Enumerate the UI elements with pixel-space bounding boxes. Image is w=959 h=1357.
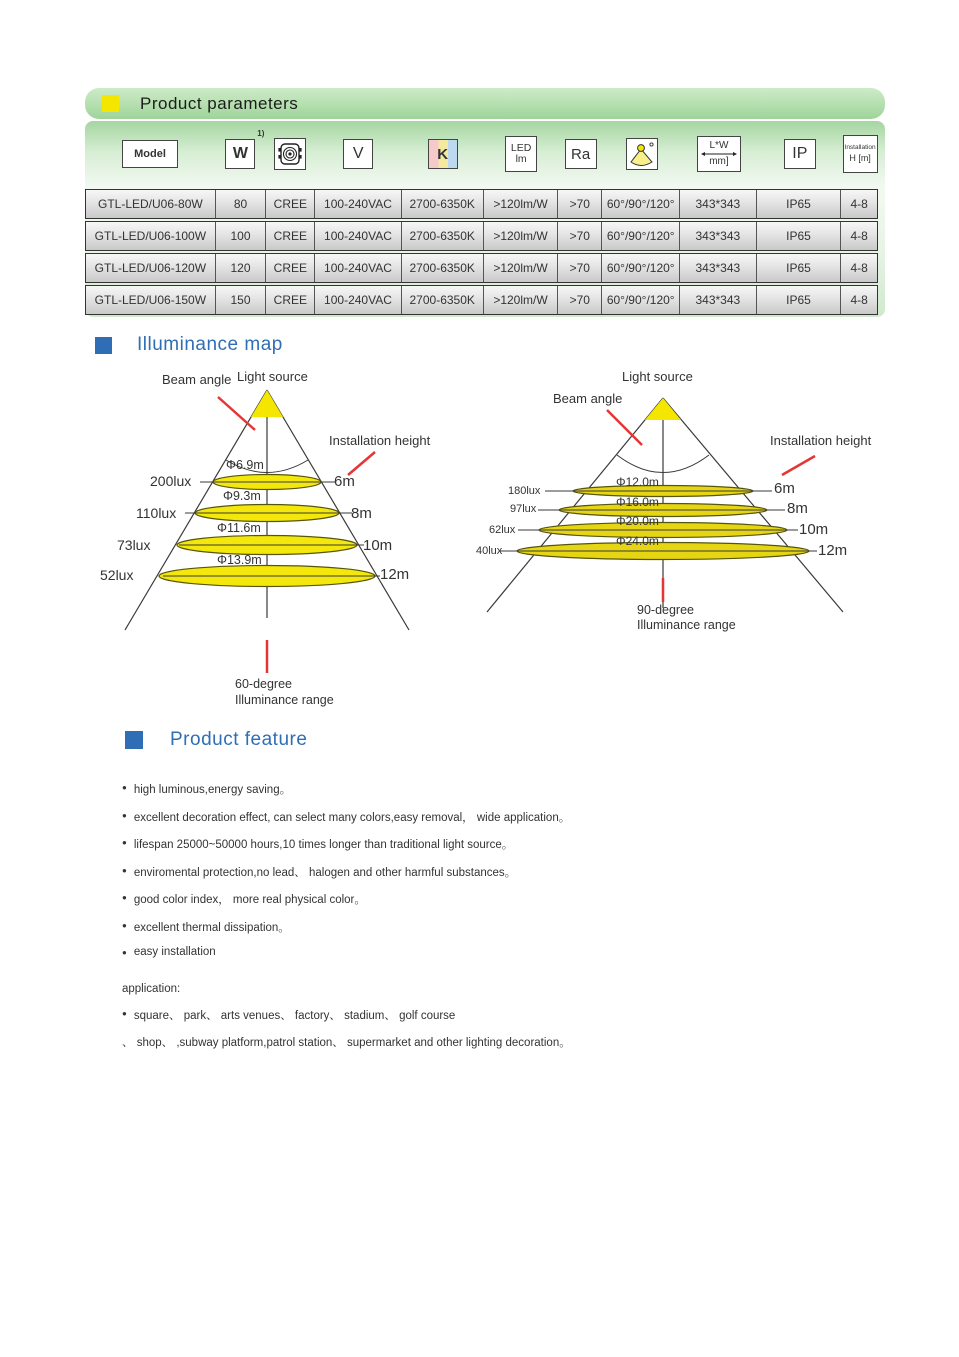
cell-beam: 60°/90°/120°	[602, 254, 680, 282]
diameter-label: Φ11.6m	[217, 521, 261, 535]
installation-label: Installation	[844, 143, 876, 151]
application-text: square、 park、 arts venues、 factory、 stadium、 golf course	[133, 1009, 456, 1022]
range-label-line2: Illuminance range	[637, 618, 736, 632]
feature-text: lifespan 25000~50000 hours,10 times longer than traditional light source。	[133, 839, 514, 851]
cell-cct: 2700-6350K	[402, 190, 484, 218]
lux-label: 180lux	[508, 485, 541, 497]
diameter-label: Φ12.0m	[616, 475, 659, 489]
feature-item	[122, 864, 682, 880]
cell-cct: 2700-6350K	[402, 254, 484, 282]
cell-efficacy: >120lm/W	[484, 190, 558, 218]
lw-label: L*W	[709, 139, 729, 151]
application-continuation	[122, 1034, 742, 1050]
lux-label: 200lux	[150, 473, 192, 489]
cell-size: 343*343	[680, 286, 757, 314]
height-label: 12m	[818, 542, 848, 559]
feature-text: easy installation	[133, 946, 216, 958]
cell-model: GTL-LED/U06-150W	[86, 286, 216, 314]
feature-text: high luminous,energy saving。	[133, 784, 292, 796]
led-chip-icon	[274, 138, 306, 170]
h-m-label: H [m]	[849, 152, 871, 163]
cell-efficacy: >120lm/W	[484, 286, 558, 314]
feature-item	[122, 836, 682, 852]
lux-label: 40lux	[476, 545, 503, 557]
feature-item	[122, 809, 682, 825]
bullet-dot-icon: ●	[122, 865, 127, 875]
table-header-row	[85, 121, 878, 187]
blue-square-bullet	[95, 337, 112, 354]
installation-height-label: Installation height	[770, 433, 872, 448]
cell-cct: 2700-6350K	[402, 286, 484, 314]
mm-label: mm]	[709, 156, 729, 167]
lux-label: 73lux	[117, 537, 151, 553]
height-label: 10m	[363, 537, 393, 554]
section-title-illuminance: Illuminance map	[137, 334, 283, 355]
feature-text: good color index， more real physical color。	[133, 894, 366, 906]
cell-watt: 100	[216, 222, 267, 250]
section-title-feature: Product feature	[170, 729, 308, 750]
beam-angle-label: Beam angle	[553, 391, 623, 406]
cell-volt: 100-240VAC	[315, 254, 401, 282]
header-lw-mm	[697, 136, 741, 172]
height-label: 8m	[787, 500, 808, 517]
illuminance-map-heading	[95, 334, 283, 356]
cell-chip: CREE	[266, 286, 315, 314]
cell-ip: IP65	[757, 222, 842, 250]
range-label-line1: 60-degree	[235, 677, 292, 691]
cell-volt: 100-240VAC	[315, 286, 401, 314]
cell-ra: >70	[558, 222, 602, 250]
diameter-label: Φ9.3m	[223, 489, 261, 503]
beam-angle-label: Beam angle	[162, 372, 232, 387]
beam-angle-icon	[626, 138, 658, 170]
cell-beam: 60°/90°/120°	[602, 222, 680, 250]
product-parameters-bar	[85, 88, 885, 119]
cell-height: 4-8	[850, 197, 868, 211]
cell-watt: 120	[216, 254, 267, 282]
lux-label: 52lux	[100, 567, 134, 583]
cell-ra: >70	[558, 254, 602, 282]
cell-efficacy: >120lm/W	[484, 254, 558, 282]
watt-symbol: W	[232, 145, 248, 162]
cell-ip: IP65	[757, 286, 842, 314]
bullet-dot-icon: ●	[122, 1008, 127, 1018]
cell-chip: CREE	[266, 254, 315, 282]
feature-item	[122, 946, 682, 960]
table-row	[85, 189, 878, 219]
cell-size: 343*343	[680, 254, 757, 282]
bullet-dot-icon: ●	[122, 838, 127, 847]
lux-label: 110lux	[136, 505, 177, 521]
cell-ra: >70	[558, 286, 602, 314]
header-model: Model	[122, 140, 178, 168]
diameter-label: Φ24.0m	[616, 534, 659, 548]
range-label-line1: 90-degree	[637, 603, 694, 617]
cell-cct: 2700-6350K	[402, 222, 484, 250]
height-label: 8m	[351, 505, 372, 522]
cell-chip: CREE	[266, 190, 315, 218]
bullet-dot-icon: ●	[122, 783, 127, 792]
table-row	[85, 221, 878, 251]
table-row	[85, 285, 878, 315]
feature-item	[122, 919, 682, 935]
feature-text: excellent thermal dissipation。	[133, 921, 290, 934]
range-label-line2: Illuminance range	[235, 693, 334, 707]
watt-footnote: 1)	[257, 129, 265, 138]
cell-size: 343*343	[680, 190, 757, 218]
table-row	[85, 253, 878, 283]
application-text: 、 shop、 ,subway platform,patrol station、 supermarket and other lighting decoration。	[122, 1037, 571, 1049]
yellow-square-bullet	[102, 95, 119, 112]
led-label: LED	[510, 141, 532, 154]
section-title-parameters: Product parameters	[140, 93, 299, 113]
light-source-label: Light source	[237, 369, 308, 384]
header-kelvin: K	[428, 139, 458, 169]
header-watt	[225, 129, 265, 169]
cell-height: 4-8	[850, 293, 868, 307]
feature-text: enviromental protection,no lead、 halogen and other harmful substances。	[133, 866, 517, 879]
application-label-text: application:	[122, 983, 181, 995]
cell-volt: 100-240VAC	[315, 222, 401, 250]
feature-item	[122, 781, 682, 797]
header-led-lm	[505, 136, 537, 172]
cell-size: 343*343	[680, 222, 757, 250]
application-block	[122, 983, 742, 1062]
installation-height-label: Installation height	[329, 433, 431, 448]
cell-watt: 150	[216, 286, 267, 314]
cell-volt: 100-240VAC	[315, 190, 401, 218]
cell-model: GTL-LED/U06-120W	[86, 254, 216, 282]
product-feature-heading	[125, 729, 307, 751]
bullet-dot-icon: ●	[122, 810, 127, 820]
application-label	[122, 983, 742, 995]
cell-chip: CREE	[266, 222, 315, 250]
diameter-label: Φ6.9m	[226, 458, 264, 472]
blue-square-bullet	[125, 731, 143, 749]
diameter-label: Φ16.0m	[616, 495, 659, 509]
header-volt: V	[343, 139, 373, 169]
light-source-label: Light source	[622, 369, 693, 384]
header-installation-h	[843, 135, 878, 173]
cell-height: 4-8	[850, 261, 868, 275]
height-label: 6m	[774, 480, 795, 497]
cell-ip: IP65	[757, 254, 842, 282]
cell-beam: 60°/90°/120°	[602, 286, 680, 314]
cell-efficacy: >120lm/W	[484, 222, 558, 250]
parameters-table	[85, 121, 878, 315]
cell-watt: 80	[216, 190, 267, 218]
feature-list	[122, 781, 682, 972]
header-ra: Ra	[565, 139, 597, 169]
lux-label: 62lux	[489, 524, 516, 536]
cell-model: GTL-LED/U06-100W	[86, 222, 216, 250]
cell-ip: IP65	[757, 190, 842, 218]
bullet-dot-icon: ●	[122, 893, 127, 902]
bullet-dot-icon: ●	[122, 920, 127, 930]
bullet-dot-icon: ●	[122, 948, 127, 957]
height-label: 10m	[799, 521, 829, 538]
cell-model: GTL-LED/U06-80W	[86, 190, 216, 218]
cell-height: 4-8	[850, 229, 868, 243]
diameter-label: Φ20.0m	[616, 514, 659, 528]
height-label: 6m	[334, 473, 355, 490]
lm-label: lm	[515, 153, 527, 165]
feature-item	[122, 891, 682, 907]
feature-text: excellent decoration effect, can select many colors,easy removal， wide application。	[133, 811, 571, 824]
application-item	[122, 1007, 742, 1023]
lux-label: 97lux	[510, 503, 537, 515]
diameter-label: Φ13.9m	[217, 553, 262, 567]
cell-beam: 60°/90°/120°	[602, 190, 680, 218]
height-label: 12m	[380, 566, 410, 583]
header-ip: IP	[784, 139, 816, 169]
cell-ra: >70	[558, 190, 602, 218]
